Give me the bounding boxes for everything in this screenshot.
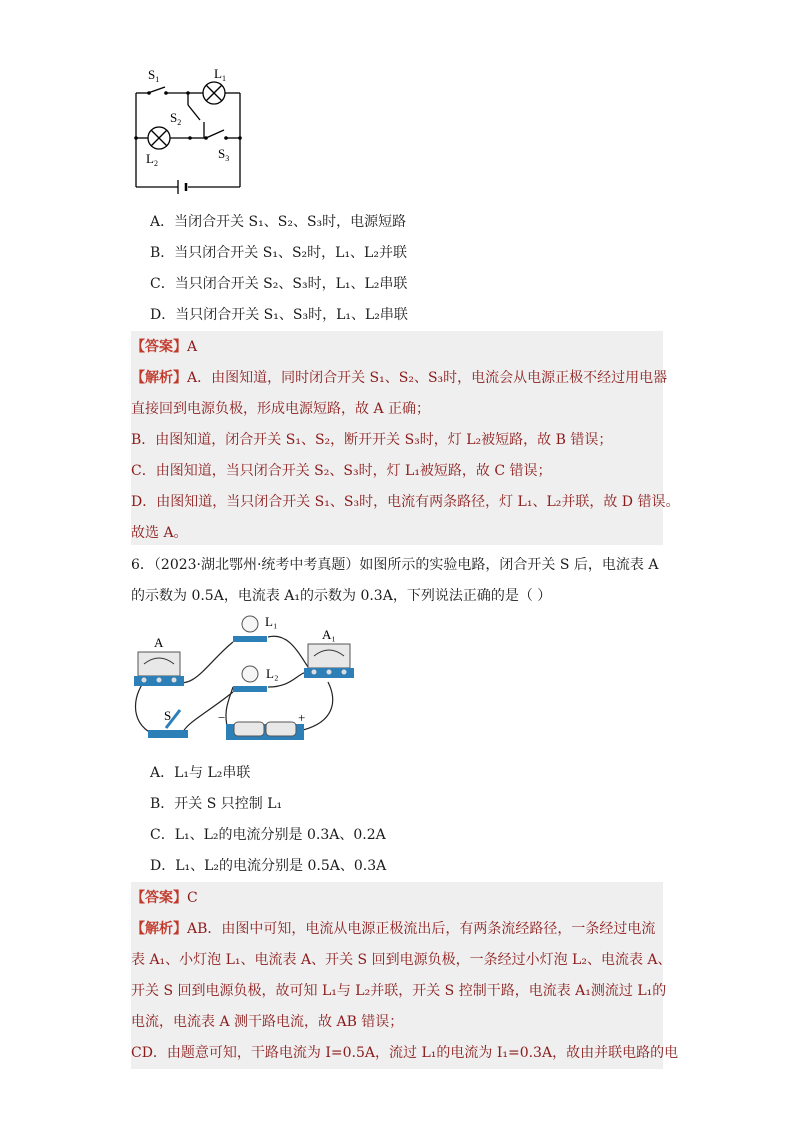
q6-answer-block — [131, 882, 663, 1069]
fig2-label-l2: L₂ — [266, 666, 279, 681]
q6-option-c: C．L₁、L₂的电流分别是 0.3A、0.2A — [150, 827, 386, 843]
q6-option-a: A．L₁与 L₂串联 — [150, 765, 251, 781]
lab-circuit-figure — [128, 612, 363, 752]
q5-analysis-line-5: D．由图知道，当只闭合开关 S₁、S₃时，电流有两条路径，灯 L₁、L₂并联，故 D 错误。 — [131, 494, 680, 510]
ammeter-a-icon — [134, 652, 184, 686]
fig2-label-l1: L₁ — [265, 614, 278, 629]
q5-analysis-line-1: 【解析】A．由图知道，同时闭合开关 S₁、S₂、S₃时，电流会从电源正极不经过用电器 — [131, 370, 668, 386]
q6-option-b: B．开关 S 只控制 L₁ — [150, 796, 283, 812]
q5-analysis-line-4: C．由图知道，当只闭合开关 S₂、S₃时，灯 L₁被短路，故 C 错误； — [131, 463, 552, 479]
q6-analysis-line-3: 开关 S 回到电源负极，故可知 L₁与 L₂并联，开关 S 控制干路，电流表 A₁测流过 L₁的 — [131, 983, 667, 999]
q5-answer: 【答案】A — [131, 339, 198, 355]
q6-analysis-line-2: 表 A₁、小灯泡 L₁、电流表 A、开关 S 回到电源负极，一条经过小灯泡 L₂、电流表 A、 — [131, 952, 672, 968]
q6-analysis-line-1: 【解析】AB．由图中可知，电流从电源正极流出后，有两条流经路径，一条经过电流 — [131, 921, 656, 937]
fig2-label-plus: + — [298, 710, 306, 725]
q5-option-d: D．当只闭合开关 S₁、S₃时，L₁、L₂串联 — [150, 307, 408, 323]
q6-stem-line-1: 6．（2023·湖北鄂州·统考中考真题）如图所示的实验电路，闭合开关 S 后，电流表 A — [131, 557, 659, 573]
circuit-diagram-figure — [128, 60, 253, 195]
fig2-label-s: S — [164, 708, 172, 723]
ammeter-a1-icon — [304, 644, 354, 678]
q5-option-b: B．当只闭合开关 S₁、S₂时，L₁、L₂并联 — [150, 245, 407, 261]
fig2-label-a: A — [154, 635, 164, 650]
bulb-l1-icon — [233, 616, 267, 642]
q6-stem-line-2: 的示数为 0.5A，电流表 A₁的示数为 0.3A，下列说法正确的是（ ） — [131, 588, 552, 604]
l2-label: $L_2$ — [146, 151, 158, 168]
fig2-label-minus: − — [218, 710, 226, 725]
s1-label: $S_1$ — [148, 67, 160, 84]
s3-label: $S_3$ — [218, 146, 230, 163]
battery-icon — [226, 722, 304, 740]
q6-analysis-line-4: 电流，电流表 A 测干路电流，故 AB 错误； — [131, 1014, 404, 1030]
s2-label: $S_2$ — [170, 110, 182, 127]
q5-analysis-line-6: 故选 A。 — [131, 525, 188, 541]
q5-option-c: C．当只闭合开关 S₂、S₃时，L₁、L₂串联 — [150, 276, 408, 292]
bulb-l2-icon — [233, 666, 267, 692]
q6-option-d: D．L₁、L₂的电流分别是 0.5A、0.3A — [150, 858, 387, 874]
fig2-label-a1: A₁ — [322, 627, 336, 642]
q6-answer: 【答案】C — [131, 890, 198, 906]
q5-analysis-line-2: 直接回到电源负极，形成电源短路，故 A 正确； — [131, 401, 431, 417]
q5-analysis-line-3: B．由图知道，闭合开关 S₁、S₂，断开开关 S₃时，灯 L₂被短路，故 B 错误； — [131, 432, 613, 448]
q5-option-a: A．当闭合开关 S₁、S₂、S₃时，电源短路 — [150, 214, 407, 230]
l1-label: $L_1$ — [214, 66, 226, 83]
q6-analysis-line-5: CD．由题意可知，干路电流为 I=0.5A，流过 L₁的电流为 I₁=0.3A，故由并联电路的电 — [131, 1045, 679, 1061]
